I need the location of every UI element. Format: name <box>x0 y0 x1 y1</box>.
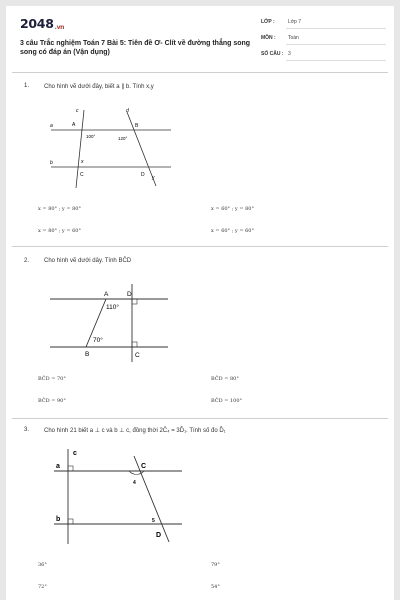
meta-divider <box>286 60 386 61</box>
question-1-option-4[interactable]: x = 60° ; y = 60° <box>211 228 254 234</box>
label-D: D <box>127 291 132 298</box>
label-C: C <box>80 172 84 178</box>
label-b: b <box>56 516 61 523</box>
question-2-number: 2. <box>24 258 30 264</box>
header-divider <box>12 72 388 73</box>
question-1-figure <box>46 100 176 190</box>
document-page <box>6 6 394 600</box>
meta-label-subject: MÔN : <box>261 35 276 41</box>
label-d: d <box>126 108 129 114</box>
meta-value-count: 3 <box>288 51 291 57</box>
label-C: C <box>141 463 147 470</box>
angle-70: 70° <box>93 337 103 344</box>
label-c: c <box>76 108 79 114</box>
meta-value-subject: Toán <box>288 35 299 41</box>
question-3-option-2[interactable]: 79° <box>211 562 220 568</box>
question-divider <box>12 246 388 247</box>
meta-value-class: Lớp 7 <box>288 19 302 25</box>
label-C: C <box>135 352 140 359</box>
meta-divider <box>286 44 386 45</box>
question-2-figure <box>50 282 170 366</box>
question-3-figure <box>48 446 188 546</box>
question-3-option-4[interactable]: 54° <box>211 584 220 590</box>
question-1-text: Cho hình vẽ dưới đây, biết a ∥ b. Tính x,y <box>44 84 154 90</box>
question-1-option-1[interactable]: x = 80° ; y = 80° <box>38 206 81 212</box>
question-2-option-2[interactable]: BĈD = 80° <box>211 376 239 382</box>
meta-divider <box>286 28 386 29</box>
question-1-option-3[interactable]: x = 80° ; y = 60° <box>38 228 81 234</box>
question-2-option-3[interactable]: BĈD = 90° <box>38 398 66 404</box>
question-3-option-3[interactable]: 72° <box>38 584 47 590</box>
meta-label-count: SỐ CÂU : <box>261 51 284 57</box>
label-b: b <box>50 160 53 166</box>
label-D: D <box>156 532 162 539</box>
question-2-text: Cho hình vẽ dưới dây. Tính BĈD <box>44 258 132 264</box>
question-3-option-1[interactable]: 36° <box>38 562 47 568</box>
question-2-option-4[interactable]: BĈD = 100° <box>211 398 243 404</box>
question-3-text: Cho hình 21 biết a ⊥ c và b ⊥ c, đồng thời 2Ĉ₄ = 3D̂₁. Tính số đo D̂₁ <box>44 428 226 434</box>
logo-text: 2048 <box>20 16 54 31</box>
label-a: a <box>50 123 53 129</box>
angle-110: 110° <box>106 304 119 311</box>
question-divider <box>12 418 388 419</box>
label-A: A <box>104 291 109 298</box>
label-B: B <box>85 351 90 358</box>
site-logo[interactable] <box>20 16 64 31</box>
question-2-option-1[interactable]: BĈD = 70° <box>38 376 66 382</box>
angle-120: 120° <box>118 136 128 141</box>
label-D: D <box>141 172 145 178</box>
document-title: 3 câu Trắc nghiệm Toán 7 Bài 5: Tiên đề Ơ- Clít về đường thẳng song song có đáp án (Vận dụng) <box>20 40 251 56</box>
label-x: x <box>81 159 84 165</box>
angle-100: 100° <box>86 134 96 139</box>
question-3-number: 3. <box>24 427 30 433</box>
label-B: B <box>135 123 139 129</box>
label-c: c <box>73 450 77 457</box>
question-1-number: 1. <box>24 83 30 89</box>
label-a: a <box>56 463 60 470</box>
logo-suffix: .vn <box>54 24 65 31</box>
question-1-option-2[interactable]: x = 60° ; y = 80° <box>211 206 254 212</box>
angle-index-5: 5 <box>152 518 155 524</box>
label-A: A <box>72 122 76 128</box>
label-y: y <box>152 175 155 181</box>
angle-index-4: 4 <box>133 480 136 486</box>
meta-label-class: LỚP : <box>261 19 275 25</box>
